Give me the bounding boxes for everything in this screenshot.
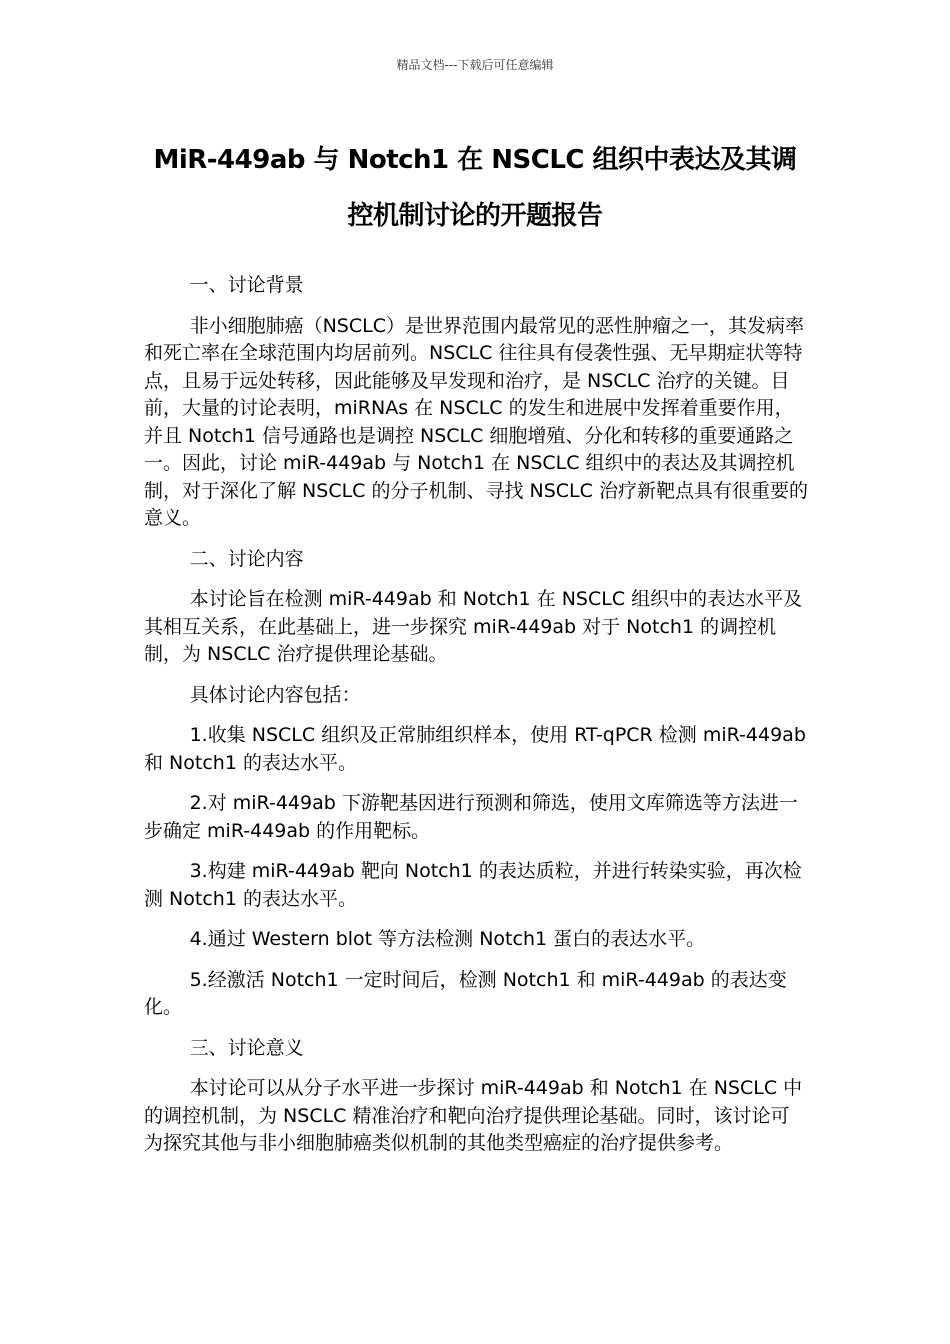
document-title <box>120 132 830 244</box>
paragraph-content: 本讨论旨在检测 miR-449ab 和 Notch1 在 NSCLC 组织中的表达水平及其相互关系，在此基础上，进一步探究 miR-449ab 对于 Notch1 的调控机制，为 NSCLC 治疗提供理论基础。 <box>144 588 803 665</box>
document-body <box>144 272 808 1171</box>
list-item: 2.对 miR-449ab 下游靶基因进行预测和筛选，使用文库筛选等方法进一步确定 miR-449ab 的作用靶标。 <box>144 792 798 842</box>
section-heading-background: 一、讨论背景 <box>189 274 304 296</box>
list-item: 3.构建 miR-449ab 靶向 Notch1 的表达质粒，并进行转染实验，再次检测 Notch1 的表达水平。 <box>144 860 802 910</box>
title-line-2: 控机制讨论的开题报告 <box>347 201 603 231</box>
paragraph-background: 非小细胞肺癌（NSCLC）是世界范围内最常见的恶性肿瘤之一，其发病率和死亡率在全球范围内均居前列。NSCLC 往往具有侵袭性强、无早期症状等特点，且易于远处转移，因此能够及早发现和治疗，是 NSCLC 治疗的关键。目前，大量的讨论表明，miRNAs 在 NSCLC 的发生和进展中发挥着重要作用，并且 Notch1 信号通路也是调控 NSCLC 细胞增殖、分化和转移的重要通路之一。因此，讨论 miR-449ab 与 Notch1 在 NSCLC 组织中的表达及其调控机制，对于深化了解 NSCLC 的分子机制、寻找 NSCLC 治疗新靶点具有很重要的意义。 <box>144 314 808 529</box>
paragraph-content-intro: 具体讨论内容包括： <box>189 683 361 706</box>
paragraph-significance: 本讨论可以从分子水平进一步探讨 miR-449ab 和 Notch1 在 NSCLC 中的调控机制，为 NSCLC 精准治疗和靶向治疗提供理论基础。同时，该讨论可为探究其他与非小细胞肺癌类似机制的其他类型癌症的治疗提供参考。 <box>144 1077 803 1154</box>
header-note: 精品文档---下载后可任意编辑 <box>396 58 554 72</box>
title-line-1: MiR-449ab 与 Notch1 在 NSCLC 组织中表达及其调 <box>153 145 797 175</box>
section-heading-content: 二、讨论内容 <box>189 547 304 570</box>
section-heading-significance: 三、讨论意义 <box>189 1036 304 1059</box>
list-item: 5.经激活 Notch1 一定时间后，检测 Notch1 和 miR-449ab 的表达变化。 <box>144 968 787 1018</box>
list-item: 4.通过 Western blot 等方法检测 Notch1 蛋白的表达水平。 <box>189 928 706 950</box>
list-item: 1.收集 NSCLC 组织及正常肺组织样本，使用 RT-qPCR 检测 miR-449ab 和 Notch1 的表达水平。 <box>144 724 806 774</box>
